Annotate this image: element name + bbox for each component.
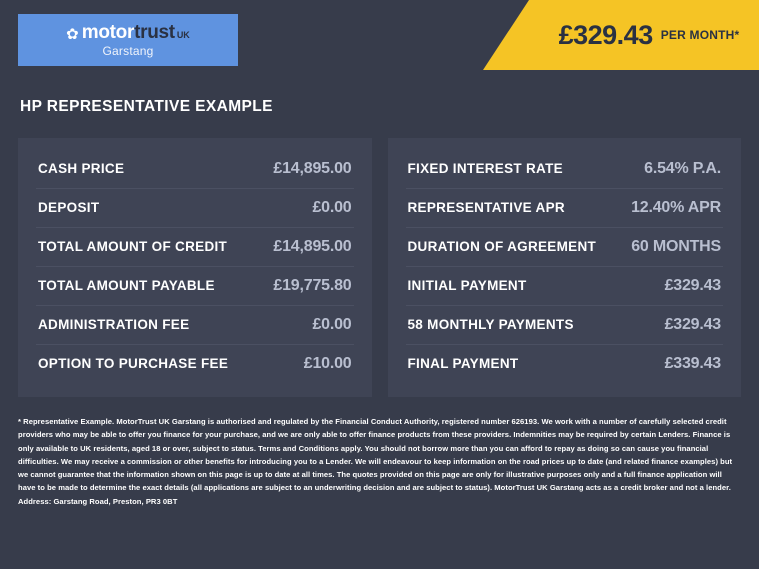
page-title: HP REPRESENTATIVE EXAMPLE — [20, 98, 273, 115]
row-value: £10.00 — [303, 355, 352, 372]
row-label: TOTAL AMOUNT PAYABLE — [38, 278, 215, 293]
table-row — [406, 305, 724, 344]
table-row — [406, 188, 724, 227]
table-row — [36, 188, 354, 227]
row-value: £0.00 — [312, 316, 352, 333]
logo-wordmark — [66, 23, 190, 42]
table-row — [406, 266, 724, 305]
row-value: £339.43 — [664, 355, 721, 372]
logo-word-motor: motor — [81, 21, 135, 43]
row-label: FINAL PAYMENT — [407, 356, 519, 371]
left-details-panel — [18, 138, 372, 397]
page-header — [0, 0, 759, 70]
monthly-price-amount: £329.43 — [558, 19, 653, 50]
table-row — [36, 344, 354, 383]
right-details-panel — [388, 138, 742, 397]
monthly-price-period: PER MONTH* — [660, 28, 740, 42]
table-row — [406, 344, 724, 383]
row-label: FIXED INTEREST RATE — [407, 161, 563, 176]
row-label: CASH PRICE — [38, 161, 125, 176]
row-label: TOTAL AMOUNT OF CREDIT — [38, 239, 228, 254]
row-label: INITIAL PAYMENT — [407, 278, 527, 293]
leaf-icon: ✿ — [66, 25, 79, 43]
row-value: £329.43 — [664, 277, 721, 294]
representative-example-footnote: * Representative Example. MotorTrust UK Garstang is authorised and regulated by the Financial Conduct Authority, registered number 626193. We work with a number of carefully selected credit providers who may be able to offer you finance for your purchase, and we are only able to offer finance products from these providers. Indemnities may be required by certain Lenders. Finance is only available to UK residents, aged 18 or over, subject to status. Terms and Conditions apply. You should not borrow more than you can afford to repay as doing so can cause you financial difficulties. We may receive a commission or other benefits for introducing you to a Lender. We will endeavour to keep information on the road prices up to date (and related finance examples) but we cannot guarantee that the information shown on this page is up to date at all times. The quotes provided on this page are only for illustrative purposes only and a full finance application will have to be made to determine the exact details (all applications are subject to an underwriting decision and are subject to status). MotorTrust UK Garstang acts as a credit broker and not a lender. Address: Garstang Road, Preston, PR3 0BT — [18, 417, 733, 506]
table-row — [406, 150, 724, 188]
row-value: 60 MONTHS — [631, 238, 721, 255]
row-label: DURATION OF AGREEMENT — [407, 239, 597, 254]
table-row — [36, 266, 354, 305]
logo-word-trust: trust — [134, 21, 175, 43]
logo-branch-name: Garstang — [102, 43, 154, 58]
row-value: £14,895.00 — [273, 238, 352, 255]
table-row — [36, 305, 354, 344]
row-label: OPTION TO PURCHASE FEE — [38, 356, 229, 371]
row-value: £19,775.80 — [273, 277, 352, 294]
row-label: 58 MONTHLY PAYMENTS — [407, 317, 574, 332]
row-value: £14,895.00 — [273, 160, 352, 177]
table-row — [36, 227, 354, 266]
table-row — [36, 150, 354, 188]
row-value: £0.00 — [312, 199, 352, 216]
table-row — [406, 227, 724, 266]
row-label: ADMINISTRATION FEE — [38, 317, 190, 332]
logo-word-uk: UK — [176, 29, 190, 40]
row-value: 6.54% P.A. — [644, 160, 721, 177]
monthly-price-banner — [529, 0, 759, 70]
row-value: 12.40% APR — [631, 199, 721, 216]
row-label: DEPOSIT — [38, 200, 100, 215]
finance-details-panels — [18, 138, 741, 397]
row-label: REPRESENTATIVE APR — [407, 200, 565, 215]
row-value: £329.43 — [664, 316, 721, 333]
brand-logo[interactable] — [18, 14, 238, 66]
